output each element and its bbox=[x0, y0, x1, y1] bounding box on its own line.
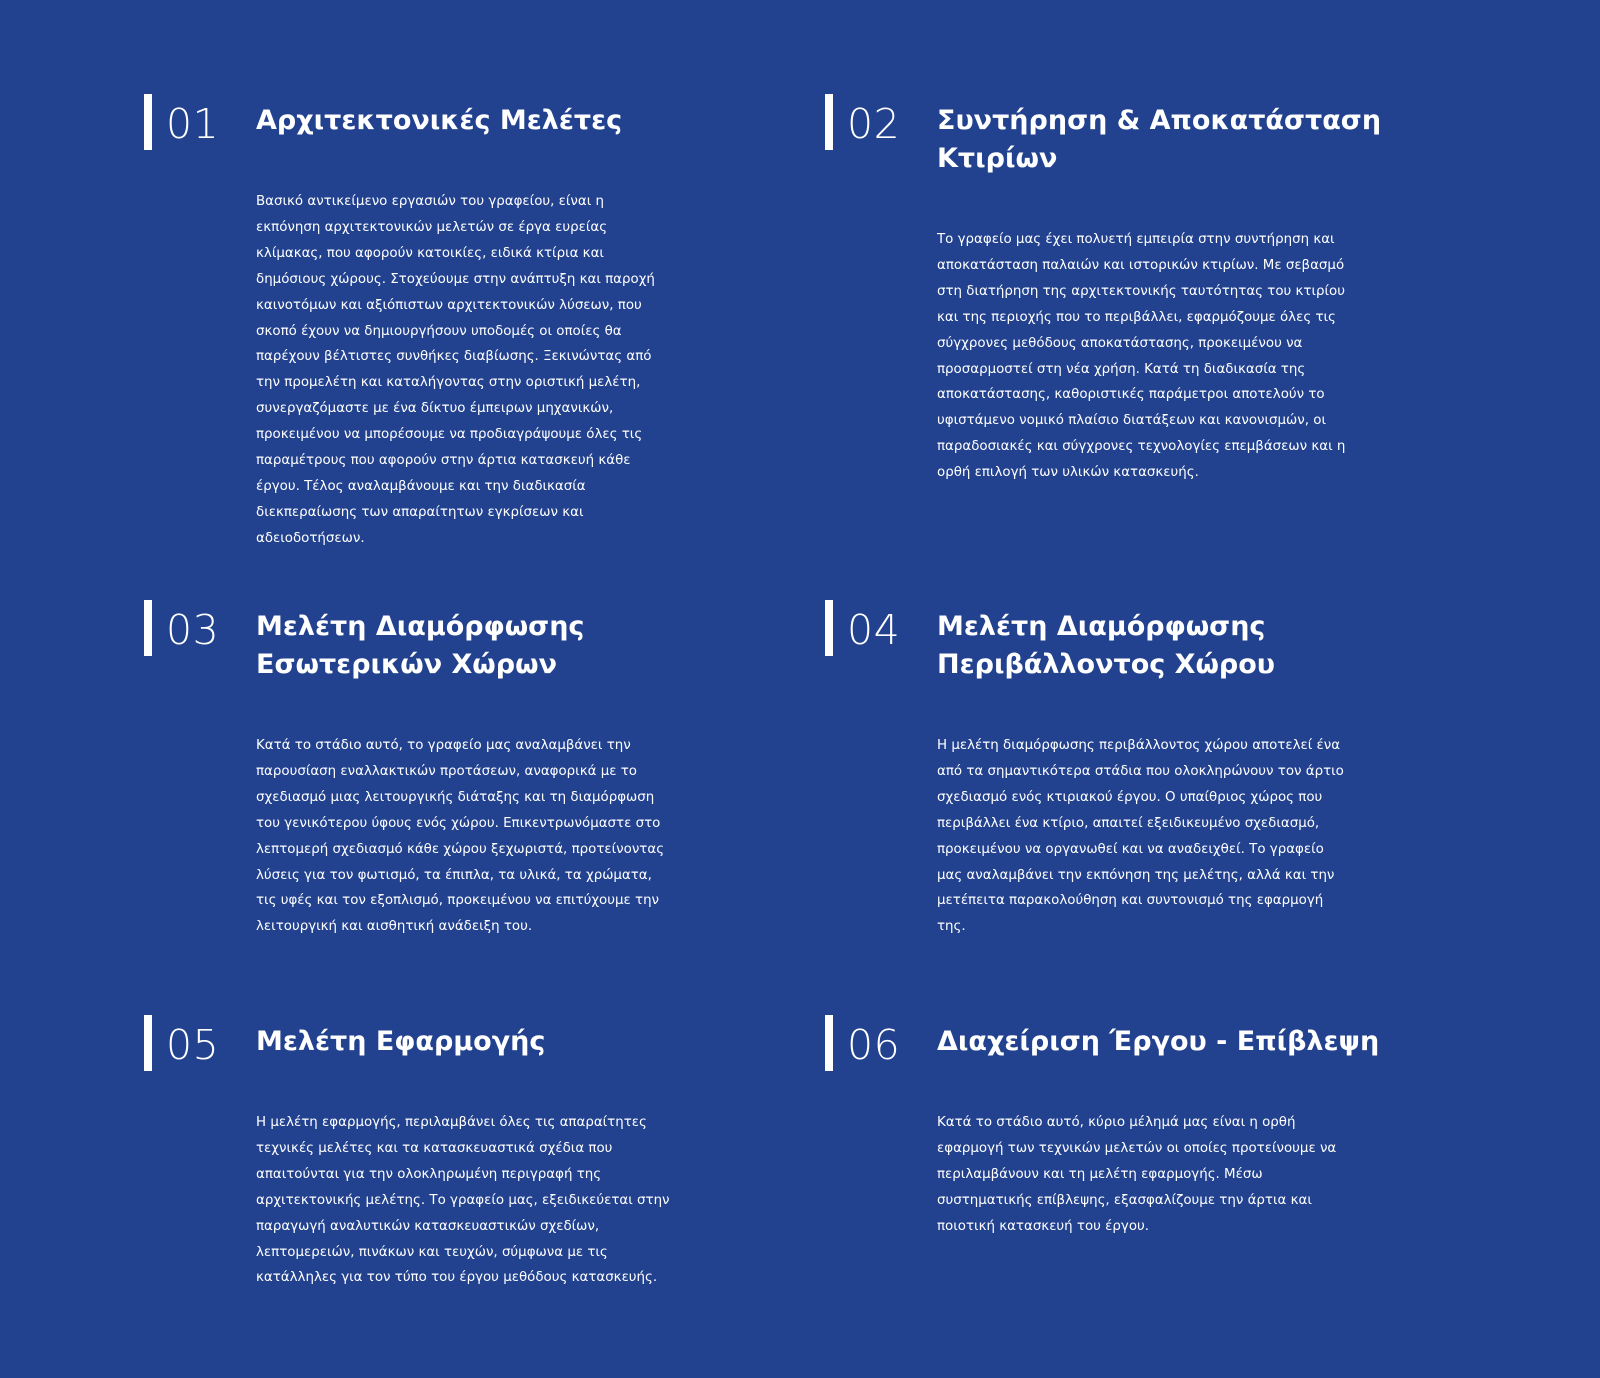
service-title: Μελέτη Διαμόρφωσης Περιβάλλοντος Χώρου bbox=[937, 611, 1276, 680]
accent-bar bbox=[144, 1015, 152, 1071]
service-description: Κατά το στάδιο αυτό, κύριο μέλημά μας είναι η ορθή εφαρμογή των τεχνικών μελετών οι οποίες προτείνουμε να περιλαμβάνουν και τη μελέτη εφαρμογής. Μέσω συστηματικής επίβλεψης, εξασφαλίζουμε την άρτια και ποιοτική κατασκευή του έργου. bbox=[937, 1115, 1337, 1234]
service-number: 01 bbox=[166, 100, 220, 148]
service-title: Συντήρηση & Αποκατάσταση Κτιρίων bbox=[937, 105, 1382, 174]
service-title: Διαχείριση Έργου - Επίβλεψη bbox=[937, 1026, 1380, 1057]
service-title: Μελέτη Εφαρμογής bbox=[256, 1026, 546, 1057]
service-description: Βασικό αντικείμενο εργασιών του γραφείου, είναι η εκπόνηση αρχιτεκτονικών μελετών σε έργα ευρείας κλίμακας, που αφορούν κατοικίες, ειδικά κτίρια και δημόσιους χώρους. Στοχεύουμε στην ανάπτυξη και παροχή καινοτόμων και αξιόπιστων αρχιτεκτονικών λύσεων, που σκοπό έχουν να δημιουργήσουν υποδομές οι οποίες θα παρέχουν βέλτιστες συνθήκες διαβίωσης. Ξεκινώντας από την προμελέτη και καταλήγοντας στην οριστική μελέτη, συνεργαζόμαστε με ένα δίκτυο έμπειρων μηχανικών, προκειμένου να μπορέσουμε να προδιαγράψουμε όλες τις παραμέτρους που αφορούν στην άρτια κατασκευή κάθε έργου. Τέλος αναλαμβάνουμε και την διαδικασία διεκπεραίωσης των απαραίτητων εγκρίσεων και αδειοδοτήσεων. bbox=[256, 194, 655, 546]
service-title: Αρχιτεκτονικές Μελέτες bbox=[256, 105, 623, 136]
service-number: 06 bbox=[847, 1021, 901, 1069]
service-title: Μελέτη Διαμόρφωσης Εσωτερικών Χώρων bbox=[256, 611, 585, 680]
service-number: 05 bbox=[166, 1021, 220, 1069]
accent-bar bbox=[144, 94, 152, 150]
service-number: 02 bbox=[847, 100, 901, 148]
service-description: Κατά το στάδιο αυτό, το γραφείο μας αναλαμβάνει την παρουσίαση εναλλακτικών προτάσεων, αναφορικά με το σχεδιασμό μιας λειτουργικής διάταξης και τη διαμόρφωση του γενικότερου ύφους ενός χώρου. Επικεντρωνόμαστε στο λεπτομερή σχεδιασμό κάθε χώρου ξεχωριστά, προτείνοντας λύσεις για τον φωτισμό, τα έπιπλα, τα υλικά, τα χρώματα, τις υφές και τον εξοπλισμό, προκειμένου να επιτύχουμε την λειτουργική και αισθητική ανάδειξη του. bbox=[256, 738, 665, 935]
accent-bar bbox=[825, 600, 833, 656]
service-description: Η μελέτη εφαρμογής, περιλαμβάνει όλες τις απαραίτητες τεχνικές μελέτες και τα κατασκευαστικά σχέδια που απαιτούνται για την ολοκληρωμένη περιγραφή της αρχιτεκτονικής μελέτης. Το γραφείο μας, εξειδικεύεται στην παραγωγή αναλυτικών κατασκευαστικών σχεδίων, λεπτομερειών, πινάκων και τευχών, σύμφωνα με τις κατάλληλες για τον τύπο του έργου μεθόδους κατασκευής. bbox=[256, 1115, 670, 1286]
service-number: 04 bbox=[847, 606, 901, 654]
accent-bar bbox=[825, 94, 833, 150]
service-description: Η μελέτη διαμόρφωσης περιβάλλοντος χώρου αποτελεί ένα από τα σημαντικότερα στάδια που ολοκληρώνουν τον άρτιο σχεδιασμό ενός κτιριακού έργου. Ο υπαίθριος χώρος που περιβάλλει ένα κτίριο, απαιτεί εξειδικευμένο σχεδιασμό, προκειμένου να οργανωθεί και να αναδειχθεί. Το γραφείο μας αναλαμβάνει την εκπόνηση της μελέτης, αλλά και την μετέπειτα παρακολούθηση και συντονισμό της εφαρμογή της. bbox=[937, 738, 1344, 935]
accent-bar bbox=[144, 600, 152, 656]
accent-bar bbox=[825, 1015, 833, 1071]
service-number: 03 bbox=[166, 606, 220, 654]
service-description: Το γραφείο μας έχει πολυετή εμπειρία στην συντήρηση και αποκατάσταση παλαιών και ιστορικών κτιρίων. Με σεβασμό στη διατήρηση της αρχιτεκτονικής ταυτότητας του κτιρίου και της περιοχής που το περιβάλλει, εφαρμόζουμε όλες τις σύγχρονες μεθόδους αποκατάστασης, προκειμένου να προσαρμοστεί στη νέα χρήση. Κατά τη διαδικασία της αποκατάστασης, καθοριστικές παράμετροι αποτελούν το υφιστάμενο νομικό πλαίσιο διατάξεων και κανονισμών, οι παραδοσιακές και σύγχρονες τεχνολογίες επεμβάσεων και η ορθή επιλογή των υλικών κατασκευής. bbox=[937, 232, 1346, 481]
